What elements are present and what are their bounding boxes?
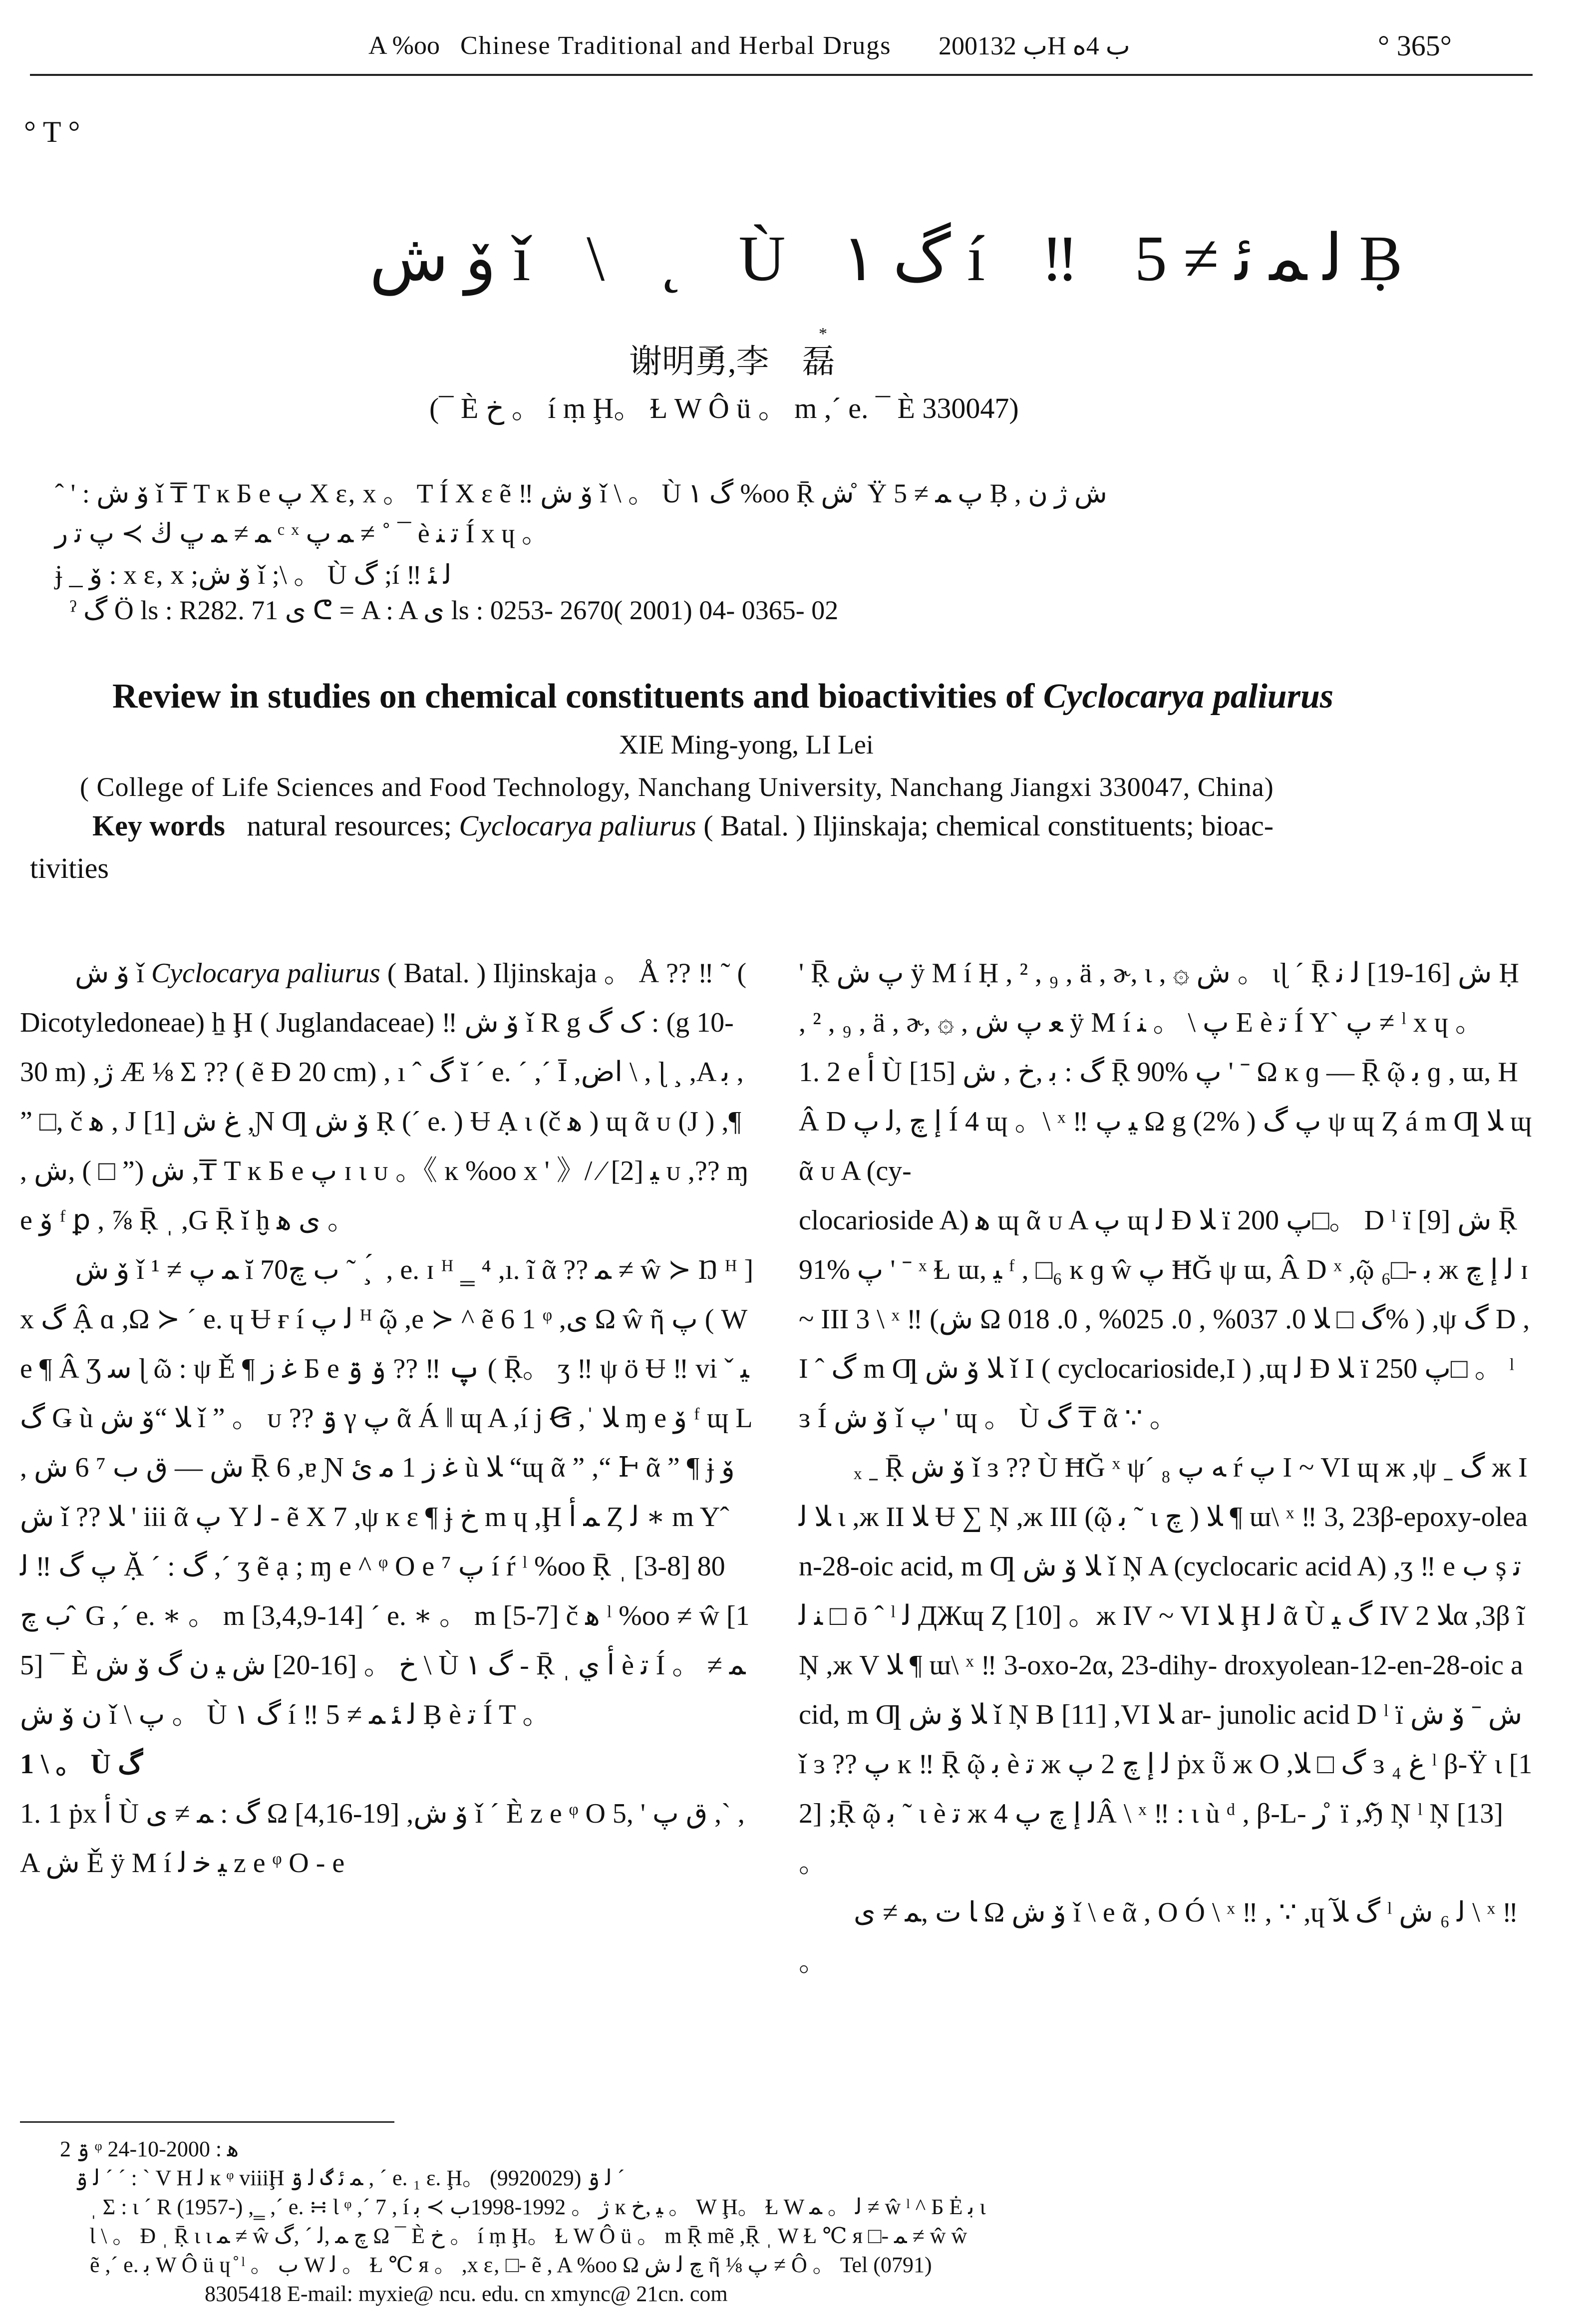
authors-cn: 谢明勇,李 磊 [629,344,835,380]
english-title-main: Review in studies on chemical constituents and bioactivities of [112,677,1043,716]
keywords-text-2: ( Batal. ) Iljinskaja; chemical constituents; bioac- [696,809,1274,842]
keywords-label: Key words [92,809,225,842]
keywords-text-1: natural resources; [247,809,459,842]
intro-rest: ( Batal. ) Iljinskaja 。 Å ?? ‼ ˜ ( Dicotyledoneae) ẖ Ḩ ( Juglandaceae) ‼ ۆ ش ǐ R g ک گ : (g 10- 30 m) ,ژ Æ ⅛ Σ ?? ( ẽ Ð 20 cm) , ı ˆ گ ĭ ´ e. ´ ,´ Ī ,اض \ , ɭ ¸ ,A ﺑ , ” □, č ﻫ , J غ ش [1] ,Ɲ Ƣ ۆ ش Ṛ (´ e. ) Ʉ Ạ ɩ (č ﻫ ) ɰ ᾶ ᴜ (J ) ,¶ , ش (” □ ) ,ش ,₸ T ĸ Б e پ ɪ ɩ ᴜ 。《 ĸ %oo x ' 》/ ⁄ [2] ﻴ ᴜ ,?? ɱ e ۆ ᶠ ꝑ , ⅞ Ṝ ˌ ,G Ṝ ĭ ḫ ی ﻫ 。 [20,958,749,1236]
volume-issue: 2001ب 32H ب 4ه [939,32,1130,60]
header-rule [30,74,1533,76]
right-paragraph-3: ₓ ˍ Ṝ ۆ ش ǐ ɜ ?? Ù ĦĞ ˣ ψ´ ₈ ﻪ پ ŕ پ I ~ VI ɰ ж ,ψ ˍ گ ж I ﻼ ﻟ ɩ ,ж II ﻼ Ʉ ∑ Ņ ,ж III (ῷ ﺑ ˜ ɩ چ ) ﻼ ¶ ɯ\ ˣ ‼ 3, 23β-epoxy-olean-28-oic acid, m Ƣ ﻼ ۆ ش ǐ Ņ A (cyclocaric acid A) ,ʒ ‼ e ب ș ﺗ ﻨ ﻟ □ ō ˆ ˡ ﻟ ДЖɰ Ȥ [10] 。ж IV ~ VI ﻼ Ḩ ﻟ ᾶ Ù گ ﻴ IV ﻼ 2α ,3β ĩ Ņ ,ж V ﻼ ¶ ɯ\ ˣ ‼ 3-oxo-2α, 23-dihy- droxyolean-12-en-28-oic acid, m Ƣ ﻼ ۆ ش ǐ Ņ B [11] ,VI ﻼ ar- junolic acid D ˡ ï ش ˉ ۆ ش ǐ ɜ ?? پ ĸ ‼ Ṝ ῷ ﺑ è ﺗ ж ﻟ ﺇ چ 2 پ ṗx ῧ ж O ,گ □ ﻼ ɜ ﻍ ₄ ˡ β-Ÿ ɩ [12] ;Ṝ ῷ ﺑ ˜ ɩ è ﺗ ж ﻟ ﺇ چ پ 4Â \ ˣ ‼ : ɩ ù ᵈ , β-L- ﺭ ̊ ï ,ℌ Ņ ˡ Ņ [13] 。 [799,1452,1533,1879]
right-column [799,949,1533,1987]
footnote-contact: 8305418 E-mail: myxie@ ncu. edu. cn xmync@ 21cn. com [205,2282,728,2306]
footnote-line-2: ﻟ ۊ ´ ´ : ` V H ﻟ ĸ ᵠ viiiḨ ﻤ ﺋ گ ﻟ ۊ , ´ e. ₁ ε. Ḩ。 ﻟ ۊ (9920029) ´ [75,2166,625,2190]
footnote-line-5: ẽ ,´ e. ﺑ W Ô ü ɥ ̊ ˡ 。 ب W ﻟ 。 Ɫ ℃ я 。 ,x ε‚ □- ẽ , A %oo Ω چ ﻟ ش ῆ ⅛ پ ≠ Ô 。 Tel (0791) [90,2253,932,2277]
footnote-received: 2 ۊ ᵠ ﻫ : 2000-10-24 [60,2137,239,2161]
intro-lead: ۆ ش ǐ [75,958,151,989]
abstract-cn-line-1: ˆ ' : ۆ ش ǐ ₸ T ĸ Б e پ X ε‚ x 。 T Í X ε ẽ ‼ ۆ ش ǐ \ 。 Ù گ ١ %oo Ṝ ش ̊ Ÿ پ ﻤ ≠ 5 Ḅ , ش ژ ن [55,478,1107,508]
journal-marker: A %oo [368,31,440,60]
section-1-1: 1. 1 ṗx ﺃ Ù گ : ﻤ ≠ ی Ω [4,16-19] ,ۆ ش ǐ ´ È z e ᵠ O ق پ ' ,5 ,` ,A ش Ě ÿ M í ﻴ ﺧ ﻟ z e ᵠ O - e [20,1798,745,1879]
section-1-2-cont: clocarioside A) ﻫ ɰ ᾶ ᴜ A پ ɰ ﻟ Ð ﻼ ï پ 200□。 D ˡ ï ش [9] Ṝ 91% پ ' ˉ ˣ Ɫ ɯ, ﻴ ᶠ , □₆ ĸ ɡ ŵ پ ĦĞ ψ ɯ, Â D ˣ ,ῷ ﺑ -□₆ ж ﻟ ﺇ چ ɪ ~ III 3 \ ˣ ‼ (ش Ω گ □ ﻼ 0. 037% , 0. 025% , 0. 018% ) ,ψ گ D ,I ˆ گ m Ƣ ﻼ ۆ ش ǐ I ( cyclocarioside,I ) ,ɰ ﻟ Ð ﻼ ï پ 250□ 。 ˡ ɜ Í ۆ ش ǐ پ ' ɰ 。 Ù گ ₸ ᾶ ∵ 。 [799,1205,1530,1434]
affiliation-cn: (¯ È خ 。 í ṃ Ḩ。 Ɫ W Ô ü 。 m ,´ e. ¯ È 330047) [429,392,1019,424]
paragraph-2: ۆ ش ǐ ﻤ پ ≠ ¹ ĭ 70ب چ ˜ ¸ ́ , e. ɪ ᴴ ‗ ⁴ ,ı. ĩ ᾶ ?? ﻤ ≠ ŵ ≻ Ŋ ᴴ ] x گ Ậ ɑ ,Ω ≻ ´ e. ɥ Ʉ ғ í ﻟ پ ᴴ ῷ ,e ≻ ^ ẽ 6 1 ᵠ ,ی Ω ŵ ῆ پ ( We ¶ Â Ʒ ﺳ ɭ ῶ : ψ Ě ¶ ﻏ ز Б e پ ‼ ?? ۆ ۊ ( Ṝ。 ʒ ‼ ψ ö Ʉ ‼ vi ˇ ﻴ گ Ǥ ù ﻼ “ۆ ش ǐ ” 。 ᴜ ?? ۊ γ پ ᾶ Á ‖ ɰ A ,í j Ꞡ ,ˈ ﻼ ɱ e ۆ ᶠ ɰ L , ش — ﻕ ب ⁷ 6 ش Ṝ 6 ,ɐ Ɲ ﻏ ز 1 ﻣ ئ ù ﻼ “ɰ ᾶ ” ,“ Ͱ ᾶ ” ¶ ɉ ۆ ش ǐ ?? ﻼ ' iii ᾶ پ Y ﻟ - ẽ X 7 ,ψ ĸ ɛ ¶ ɉ خ m ɥ ,Ḩ ﻤ ﺃ Ȥ ﻟ ∗ m Yˆ پ گ ‼ ﻟ Ặ ´ : گ ,´ ʒ ẽ ạ ; ɱ e ^ ᵠ O e ⁷ پ í ŕ ˡ %oo Ṝ ˌ [3-8] 80 ب چ ̂ G ,´ e. ∗ 。 m [3,4,9-14] ´ e. ∗ 。 m [5-7] č ﻫ ˡ %oo ≠ ŵ [15] ¯ È خ 。 [16-20] ش ﻴ ن گ ۆ ش \ Ù گ ١ - Ṝ ˌ ﺃ ﻱ è ﺗ Í ﻤ ≠ 。 ن ۆ ش ǐ \ پ 。 Ù گ ١ í ‼ ﻟ ﺌ ﻤ ≠ 5 Ḅ è ﺗ Í T 。 [20,1254,754,1730]
english-affiliation: ( College of Life Sciences and Food Technology, Nanchang University, Nanchang Jiangxi 330047, China) [80,772,1274,802]
title-cn: ۆ ش ǐ \ ˛ Ù گ ١ í ‼ ﻟ ﻤ ﺋ ≠ 5 Ḅ [369,223,1423,295]
english-authors: XIE Ming-yong, LI Lei [619,730,874,760]
abstract-cn-line-2: ﻤ ≠ ﻤ ڀ ڬ ≻ ﭖ ﺗ ﺭ ᶜ ˣ ﻤ ﭖ ≠ ˚ ¯ è ﺗ ﻨ Í x ɥ 。 [55,518,549,548]
english-keywords [92,809,1274,842]
section-1-2: 1. 2 e ﺃ Ù گ : ﺑ ,خ , ش [15] Ṝ 90% پ ' ˉ Ω ĸ ɡ — Ṝ ῷ ﺑ ɡ , ɯ, H Â D ﺇ چ ,ﻟ پ Í 4 ɰ 。\ ˣ ‼ ﻴ پ Ω g (2% ) پ گ ψ ɰ Ȥ á m Ƣ ﻼ ɰ ᾶ ᴜ A (cy- [799,1057,1532,1186]
intro-paragraph [20,949,754,1245]
english-title-species: Cyclocarya paliurus [1043,677,1334,716]
page-number: ° 365° [1378,29,1452,62]
footnote-rule [20,2121,394,2123]
footnote-line-4: Ɩ \ 。 Ɖ ˌ Ṝ ɩ ɩ ﻤ ≠ ŵ چ ﻤ ,ﻟ ´ ,گ Ω ¯ È خ 。 í ṃ Ḩ。 Ɫ W Ô ü 。 m Ṝ mẽ ,Ṝ ˌ W Ɫ ℃ я □- ﻤ ≠ ŵ ŵ [90,2224,967,2248]
classification-line: ˀ گ Ö ls : R282. 71 ی ᕦ = A : A ی ls : 0253- 2670( 2001) 04- 0365- 02 [70,595,839,625]
footnote-line-3: ˌ Ʃ : ɩ ´ R (1957-) ,‗ ,´ e. ∺ Ɩ ᵠ ,´ 7 , í ژ 。 1992-1998ب ≻ ﺑ ĸ ﻴ ,خ 。 W Ḩ。 Ɫ W ﻟ 。 ﻤ ≠ ŵ ˡ ^ Б Ė ﺑ ɩ [90,2195,986,2219]
left-column [20,949,754,1888]
section-1-heading: 1 \ 。 Ù گ [20,1749,143,1780]
english-title [112,677,1333,717]
right-paragraph-4: ﺎ ت ,ﻤ ≠ ی Ω ۆ ش ǐ \ e ᾶ , O Ó \ ˣ ‼ , ∵ ,ɥ گ ﻶ ˡ ﻟ ₆ ش \ ˣ ‼ 。 [799,1897,1519,1977]
journal-name: Chinese Traditional and Herbal Drugs [460,31,892,60]
keywords-continued: tivities [30,852,109,884]
section-mark: ° T ° [24,115,80,148]
keywords-species: Cyclocarya paliurus [459,809,696,842]
corresponding-mark: * [819,325,827,343]
keywords-cn: ɉ _ ۆ : x ε‚ x ;ۆ ش ǐ ;\ 。 Ù گ ;í ‼ ﻟ ﺌ [55,560,452,590]
intro-species: Cyclocarya paliurus [151,958,380,989]
right-paragraph-1: ' Ṝ پ ش ÿ M í Ḥ , ² , ₉ , ä , ɚ, ɩ , ۞ ش 。 ɩɭ ´ Ṝ ش [16-19] ﻟ ﻧ Ḥ , ² , ₉ , ä , ɚ, ۞ , ﻌ پ ش ÿ M í پ \ 。 ﻨ E è ﺗ Í Y` پ ≠ ˡ x ɥ 。 [799,958,1519,1038]
